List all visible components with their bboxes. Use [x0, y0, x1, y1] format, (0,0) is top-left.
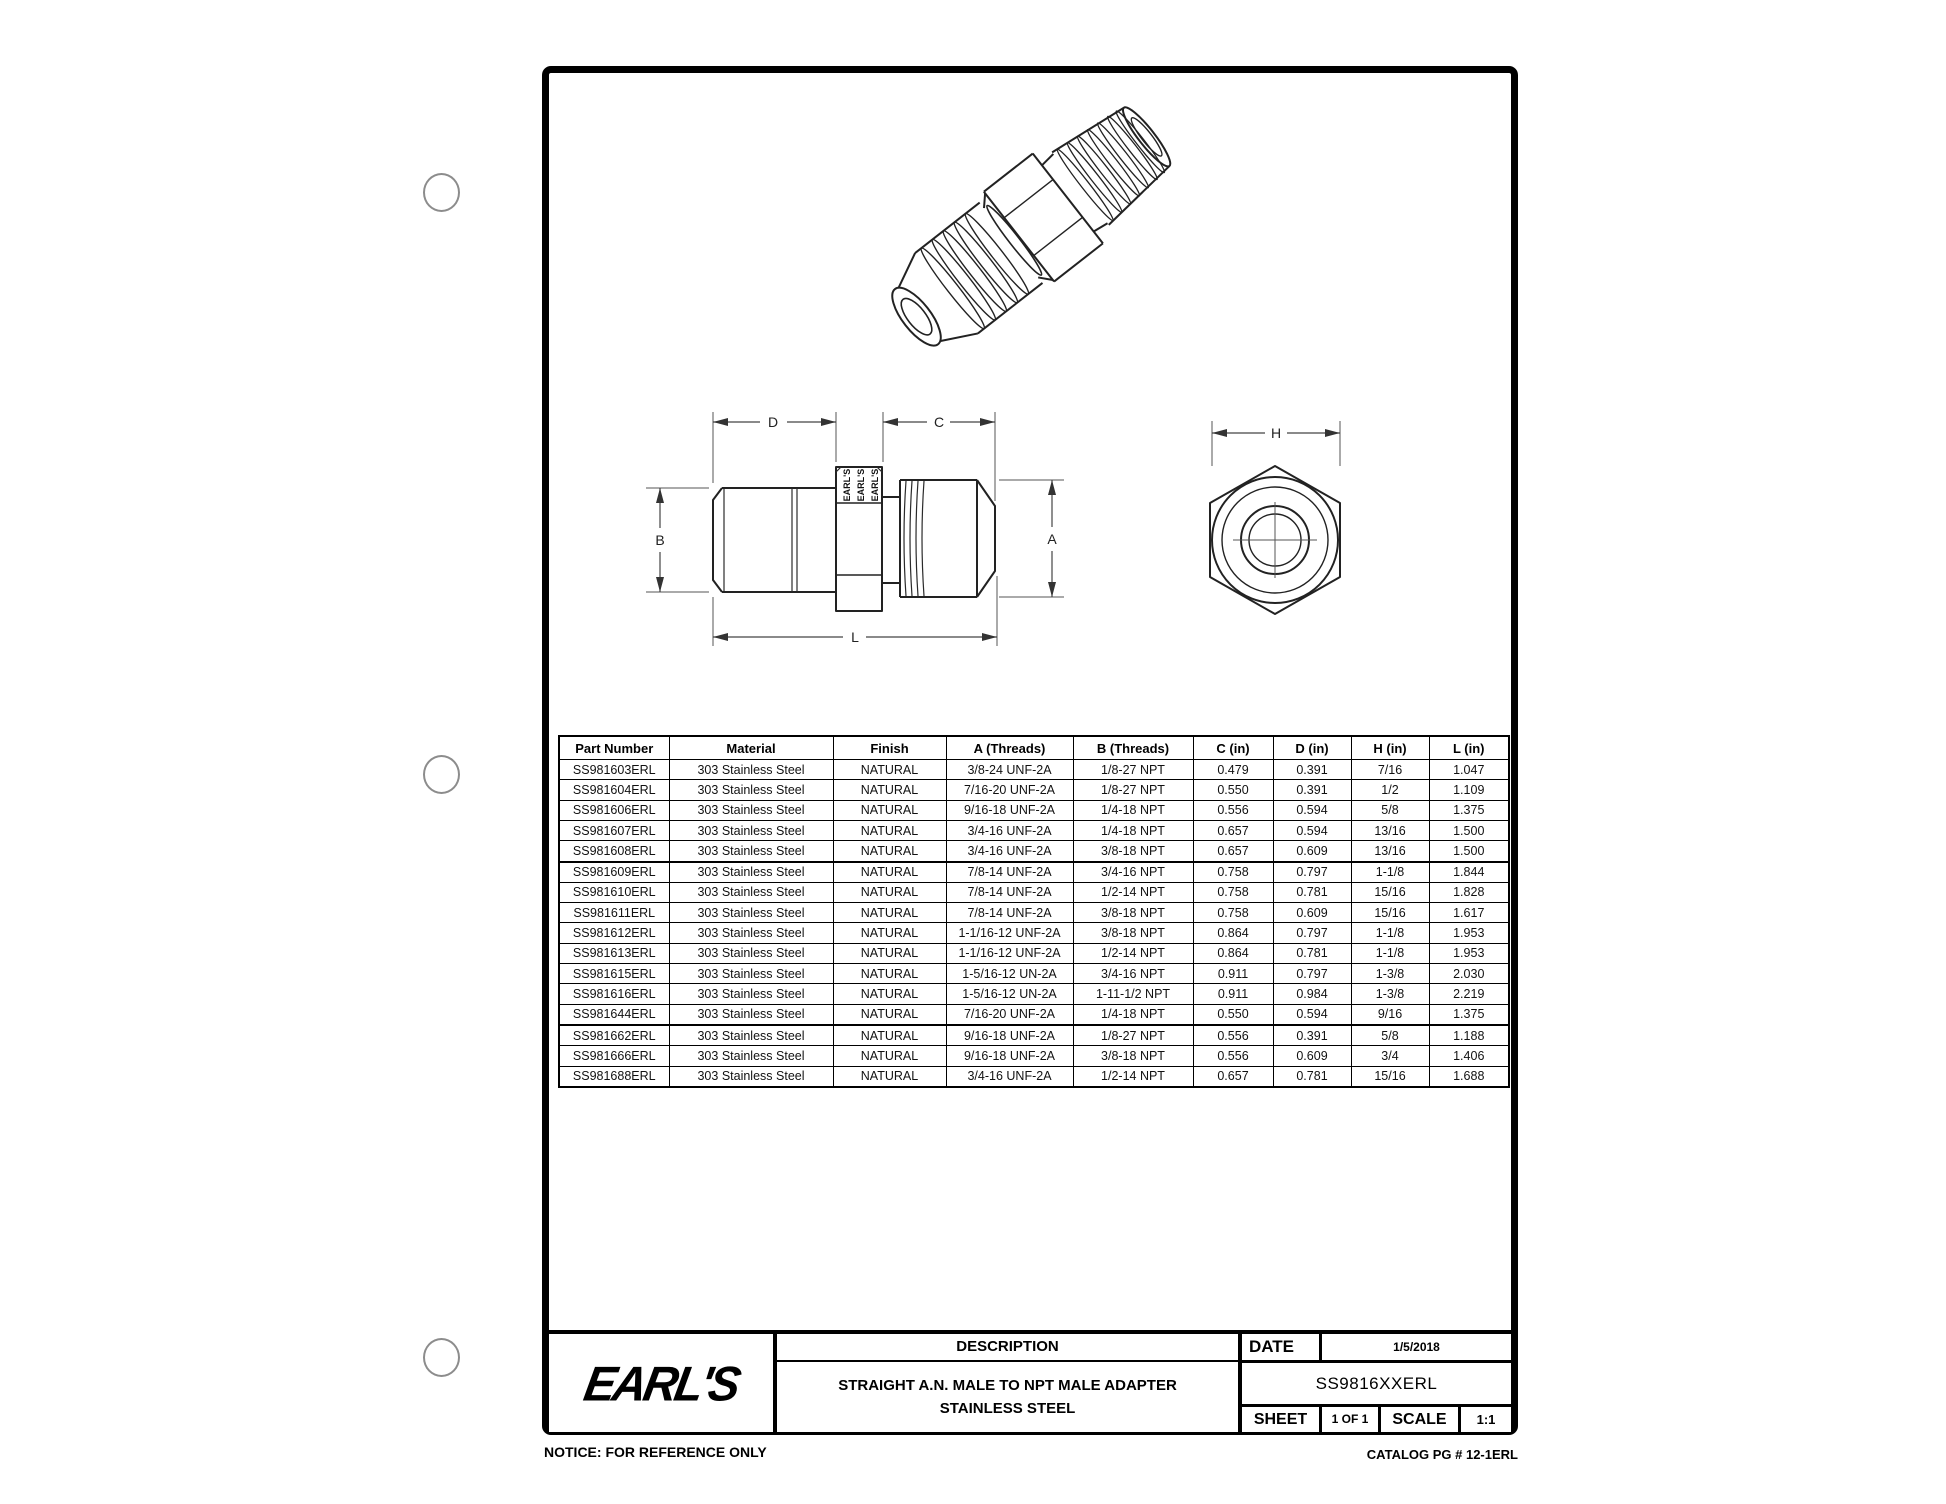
table-cell: 1/8-27 NPT: [1073, 1025, 1193, 1046]
side-view-drawing: [600, 395, 1100, 665]
table-cell: SS981662ERL: [559, 1025, 669, 1046]
table-cell: NATURAL: [833, 882, 946, 902]
table-cell: 3/4-16 UNF-2A: [946, 820, 1073, 840]
table-cell: 9/16-18 UNF-2A: [946, 1046, 1073, 1066]
table-cell: NATURAL: [833, 923, 946, 943]
dim-label-l: L: [851, 629, 859, 645]
table-cell: 3/8-24 UNF-2A: [946, 760, 1073, 780]
table-cell: 0.391: [1273, 760, 1351, 780]
table-header-cell: L (in): [1429, 736, 1509, 760]
table-cell: 1/2-14 NPT: [1073, 882, 1193, 902]
table-header-cell: H (in): [1351, 736, 1429, 760]
table-cell: 7/8-14 UNF-2A: [946, 862, 1073, 883]
table-cell: 1.844: [1429, 862, 1509, 883]
table-cell: 0.657: [1193, 1066, 1273, 1087]
table-cell: 5/8: [1351, 1025, 1429, 1046]
table-cell: 7/8-14 UNF-2A: [946, 882, 1073, 902]
table-cell: NATURAL: [833, 820, 946, 840]
table-cell: 5/8: [1351, 800, 1429, 820]
table-cell: 0.556: [1193, 1046, 1273, 1066]
table-cell: 0.781: [1273, 1066, 1351, 1087]
table-cell: 3/4-16 NPT: [1073, 964, 1193, 984]
table-header-cell: Part Number: [559, 736, 669, 760]
table-cell: 7/16: [1351, 760, 1429, 780]
part-number: SS9816XXERL: [1242, 1363, 1511, 1407]
date-value: 1/5/2018: [1393, 1340, 1440, 1354]
table-cell: 0.594: [1273, 820, 1351, 840]
table-cell: 3/4-16 UNF-2A: [946, 841, 1073, 862]
table-header-cell: A (Threads): [946, 736, 1073, 760]
hex-stamp-text: EARL'S: [842, 468, 852, 502]
table-cell: 0.550: [1193, 780, 1273, 800]
table-row: [559, 964, 1509, 984]
table-cell: SS981612ERL: [559, 923, 669, 943]
table-row: [559, 760, 1509, 780]
table-cell: SS981613ERL: [559, 943, 669, 963]
table-cell: 2.030: [1429, 964, 1509, 984]
table-cell: 303 Stainless Steel: [669, 984, 833, 1004]
table-row: [559, 820, 1509, 840]
description-header: DESCRIPTION: [777, 1334, 1238, 1362]
table-cell: SS981644ERL: [559, 1004, 669, 1025]
catalog-page-ref: CATALOG PG # 12-1ERL: [1366, 1447, 1518, 1462]
table-cell: NATURAL: [833, 841, 946, 862]
table-cell: NATURAL: [833, 943, 946, 963]
table-cell: NATURAL: [833, 1046, 946, 1066]
table-cell: NATURAL: [833, 1025, 946, 1046]
date-label: DATE: [1242, 1334, 1322, 1360]
table-row: [559, 800, 1509, 820]
table-cell: 3/4-16 UNF-2A: [946, 1066, 1073, 1087]
table-cell: 1.953: [1429, 943, 1509, 963]
table-cell: SS981616ERL: [559, 984, 669, 1004]
sheet-value: 1 OF 1: [1322, 1407, 1381, 1432]
table-cell: 303 Stainless Steel: [669, 1066, 833, 1087]
table-cell: 1.047: [1429, 760, 1509, 780]
hex-stamp-band: [842, 469, 880, 502]
table-cell: 1.953: [1429, 923, 1509, 943]
table-cell: 0.864: [1193, 943, 1273, 963]
table-header-row: [559, 736, 1509, 760]
table-cell: SS981607ERL: [559, 820, 669, 840]
table-cell: 303 Stainless Steel: [669, 964, 833, 984]
parts-table: [558, 735, 1510, 1088]
table-header-cell: C (in): [1193, 736, 1273, 760]
table-cell: 1-1/8: [1351, 862, 1429, 883]
table-cell: 1.375: [1429, 1004, 1509, 1025]
table-cell: 1.828: [1429, 882, 1509, 902]
table-cell: 0.758: [1193, 903, 1273, 923]
table-row: [559, 943, 1509, 963]
table-row: [559, 1004, 1509, 1025]
table-cell: 0.609: [1273, 841, 1351, 862]
dim-label-h: H: [1270, 425, 1282, 441]
table-cell: 7/16-20 UNF-2A: [946, 780, 1073, 800]
table-cell: 1-1/8: [1351, 923, 1429, 943]
table-cell: 0.797: [1273, 923, 1351, 943]
table-cell: SS981611ERL: [559, 903, 669, 923]
scale-value: 1:1: [1476, 1412, 1496, 1427]
table-cell: 1/4-18 NPT: [1073, 820, 1193, 840]
table-cell: NATURAL: [833, 780, 946, 800]
table-cell: 1-5/16-12 UN-2A: [946, 984, 1073, 1004]
table-cell: 1-3/8: [1351, 964, 1429, 984]
table-cell: NATURAL: [833, 984, 946, 1004]
table-cell: 0.594: [1273, 1004, 1351, 1025]
table-cell: 9/16-18 UNF-2A: [946, 1025, 1073, 1046]
table-cell: 1.500: [1429, 820, 1509, 840]
table-header-cell: B (Threads): [1073, 736, 1193, 760]
table-cell: 303 Stainless Steel: [669, 780, 833, 800]
sheet-label: SHEET: [1242, 1407, 1322, 1432]
table-cell: SS981666ERL: [559, 1046, 669, 1066]
table-cell: 1/2-14 NPT: [1073, 1066, 1193, 1087]
table-cell: 303 Stainless Steel: [669, 923, 833, 943]
table-cell: 303 Stainless Steel: [669, 1046, 833, 1066]
table-cell: 1-1/16-12 UNF-2A: [946, 923, 1073, 943]
table-cell: 0.911: [1193, 984, 1273, 1004]
end-view-drawing: [1160, 405, 1380, 635]
table-cell: 1/8-27 NPT: [1073, 760, 1193, 780]
description-line-2: STAINLESS STEEL: [939, 1400, 1076, 1417]
table-cell: 0.758: [1193, 862, 1273, 883]
isometric-view-drawing: [870, 90, 1190, 350]
table-cell: 3/8-18 NPT: [1073, 841, 1193, 862]
table-cell: NATURAL: [833, 1004, 946, 1025]
table-cell: 15/16: [1351, 882, 1429, 902]
parts-table-body: [559, 760, 1509, 1088]
table-cell: 1-5/16-12 UN-2A: [946, 964, 1073, 984]
table-cell: 1/2-14 NPT: [1073, 943, 1193, 963]
scale-label: SCALE: [1381, 1407, 1461, 1432]
table-cell: 1/4-18 NPT: [1073, 800, 1193, 820]
table-cell: 303 Stainless Steel: [669, 862, 833, 883]
description-cell: [777, 1334, 1242, 1432]
table-cell: SS981608ERL: [559, 841, 669, 862]
table-cell: 0.657: [1193, 820, 1273, 840]
table-cell: SS981603ERL: [559, 760, 669, 780]
table-row: [559, 903, 1509, 923]
table-cell: 1.617: [1429, 903, 1509, 923]
table-cell: 0.391: [1273, 1025, 1351, 1046]
table-cell: 0.911: [1193, 964, 1273, 984]
title-block: [549, 1330, 1511, 1432]
table-cell: SS981610ERL: [559, 882, 669, 902]
table-cell: 3/4-16 NPT: [1073, 862, 1193, 883]
table-cell: 303 Stainless Steel: [669, 800, 833, 820]
punch-hole: [423, 755, 460, 794]
punch-hole: [423, 173, 460, 212]
table-header-cell: D (in): [1273, 736, 1351, 760]
table-cell: NATURAL: [833, 1066, 946, 1087]
table-cell: NATURAL: [833, 862, 946, 883]
table-cell: SS981604ERL: [559, 780, 669, 800]
table-cell: 303 Stainless Steel: [669, 903, 833, 923]
table-cell: 1-1/16-12 UNF-2A: [946, 943, 1073, 963]
table-cell: 2.219: [1429, 984, 1509, 1004]
description-line-1: STRAIGHT A.N. MALE TO NPT MALE ADAPTER: [838, 1377, 1177, 1394]
logo-cell: [549, 1334, 777, 1432]
table-cell: 0.797: [1273, 862, 1351, 883]
hex-stamp-text: EARL'S: [870, 468, 880, 502]
table-cell: 303 Stainless Steel: [669, 760, 833, 780]
table-cell: 1-1/8: [1351, 943, 1429, 963]
table-cell: 7/16-20 UNF-2A: [946, 1004, 1073, 1025]
table-cell: 9/16: [1351, 1004, 1429, 1025]
table-cell: 0.758: [1193, 882, 1273, 902]
table-cell: 15/16: [1351, 903, 1429, 923]
table-cell: 1/2: [1351, 780, 1429, 800]
table-cell: 7/8-14 UNF-2A: [946, 903, 1073, 923]
table-row: [559, 1025, 1509, 1046]
table-row: [559, 882, 1509, 902]
table-cell: 0.550: [1193, 1004, 1273, 1025]
table-cell: SS981606ERL: [559, 800, 669, 820]
table-cell: 1.500: [1429, 841, 1509, 862]
table-cell: 0.781: [1273, 882, 1351, 902]
table-cell: 0.864: [1193, 923, 1273, 943]
table-cell: 15/16: [1351, 1066, 1429, 1087]
table-cell: 0.391: [1273, 780, 1351, 800]
table-cell: NATURAL: [833, 800, 946, 820]
dim-label-c: C: [933, 414, 945, 430]
table-cell: 1.109: [1429, 780, 1509, 800]
title-block-right: [1242, 1334, 1511, 1432]
table-row: [559, 984, 1509, 1004]
table-cell: 303 Stainless Steel: [669, 1025, 833, 1046]
earls-logo: EARL'S: [579, 1355, 743, 1411]
table-row: [559, 862, 1509, 883]
table-cell: 1.375: [1429, 800, 1509, 820]
table-row: [559, 923, 1509, 943]
table-cell: 3/8-18 NPT: [1073, 1046, 1193, 1066]
table-cell: 3/8-18 NPT: [1073, 923, 1193, 943]
table-cell: 0.781: [1273, 943, 1351, 963]
dim-label-d: D: [767, 414, 779, 430]
table-cell: 0.556: [1193, 1025, 1273, 1046]
dim-label-b: B: [655, 532, 665, 548]
table-cell: 303 Stainless Steel: [669, 1004, 833, 1025]
table-row: [559, 1066, 1509, 1087]
table-cell: 1/4-18 NPT: [1073, 1004, 1193, 1025]
table-cell: 1.688: [1429, 1066, 1509, 1087]
notice-text: NOTICE: FOR REFERENCE ONLY: [544, 1444, 767, 1460]
table-cell: 0.609: [1273, 1046, 1351, 1066]
table-row: [559, 1046, 1509, 1066]
table-cell: 303 Stainless Steel: [669, 943, 833, 963]
table-cell: NATURAL: [833, 903, 946, 923]
table-cell: SS981688ERL: [559, 1066, 669, 1087]
table-cell: 1/8-27 NPT: [1073, 780, 1193, 800]
table-cell: NATURAL: [833, 760, 946, 780]
table-cell: 303 Stainless Steel: [669, 841, 833, 862]
hex-stamp-text: EARL'S: [856, 468, 866, 502]
table-cell: 303 Stainless Steel: [669, 820, 833, 840]
table-header-cell: Material: [669, 736, 833, 760]
table-cell: 0.797: [1273, 964, 1351, 984]
table-cell: 3/8-18 NPT: [1073, 903, 1193, 923]
table-row: [559, 841, 1509, 862]
table-cell: 9/16-18 UNF-2A: [946, 800, 1073, 820]
table-cell: 3/4: [1351, 1046, 1429, 1066]
table-cell: 0.609: [1273, 903, 1351, 923]
dim-label-a: A: [1047, 531, 1057, 547]
table-cell: 303 Stainless Steel: [669, 882, 833, 902]
table-cell: SS981609ERL: [559, 862, 669, 883]
table-cell: 0.657: [1193, 841, 1273, 862]
table-cell: 1.188: [1429, 1025, 1509, 1046]
table-cell: 1.406: [1429, 1046, 1509, 1066]
table-cell: 1-3/8: [1351, 984, 1429, 1004]
punch-hole: [423, 1338, 460, 1377]
table-cell: 13/16: [1351, 820, 1429, 840]
table-cell: 0.556: [1193, 800, 1273, 820]
table-cell: 13/16: [1351, 841, 1429, 862]
table-cell: 0.594: [1273, 800, 1351, 820]
table-header-cell: Finish: [833, 736, 946, 760]
table-row: [559, 780, 1509, 800]
table-cell: 0.479: [1193, 760, 1273, 780]
table-cell: 0.984: [1273, 984, 1351, 1004]
table-cell: SS981615ERL: [559, 964, 669, 984]
table-cell: 1-11-1/2 NPT: [1073, 984, 1193, 1004]
table-cell: NATURAL: [833, 964, 946, 984]
